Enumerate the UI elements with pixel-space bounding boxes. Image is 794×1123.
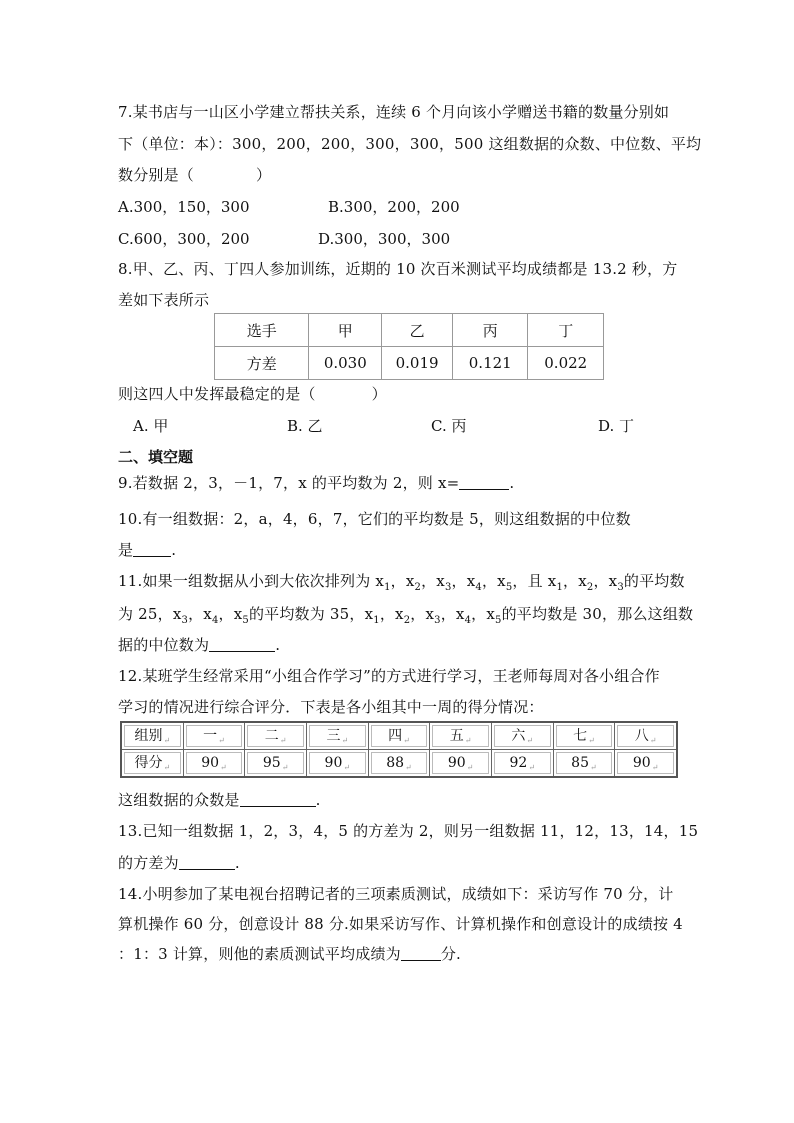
table-cell: $88_↵$ <box>368 750 430 778</box>
q12-line-2: 学习的情况进行综合评分．下表是各小组其中一周的得分情况： <box>118 698 544 716</box>
q7-option-b: B.300，200，200 <box>328 198 460 216</box>
q7-option-d: D.300，300，300 <box>318 230 451 248</box>
q11-period: . <box>275 636 281 654</box>
q10-line-2-text: 是 <box>118 541 134 559</box>
table-cell: 选手 <box>215 314 309 347</box>
q8-line-1: 8.甲、乙、丙、丁四人参加训练，近期的 10 次百米测试平均成绩都是 13.2 秒，方 <box>118 260 678 278</box>
table-cell: 二$_↵$ <box>245 722 307 750</box>
q8-question <box>118 383 387 404</box>
table-cell: 乙 <box>382 314 453 347</box>
q8-option-d: D. 丁 <box>598 417 635 435</box>
q14-line-3-text: ：1：3 计算，则他的素质测试平均成绩为 <box>118 945 401 963</box>
q9-answer-blank[interactable] <box>459 475 509 490</box>
q13-answer-blank[interactable] <box>179 855 235 870</box>
q11-line-3 <box>118 634 280 655</box>
q14-unit: 分. <box>440 945 462 963</box>
q12-table-header-row <box>121 722 677 750</box>
table-cell: 五$_↵$ <box>430 722 492 750</box>
q8-table-header-row <box>215 314 604 347</box>
q9-text: 9.若数据 2，3，－1，7，x 的平均数为 2，则 x= <box>118 474 460 492</box>
table-cell: $90_↵$ <box>306 750 368 778</box>
q14-line-3 <box>118 943 461 964</box>
table-cell: 0.022 <box>528 347 604 380</box>
q11-line-1: 11.如果一组数据从小到大依次排列为 $x_1$，$x_2$，$x_3$，$x_4$，$x_5$，且 $x_1$，$x_2$，$x_3$的平均数 <box>118 572 685 593</box>
q8-option-a: A. 甲 <box>133 417 169 435</box>
table-cell: 甲 <box>309 314 382 347</box>
q14-line-1: 14.小明参加了某电视台招聘记者的三项素质测试，成绩如下：采访写作 70 分，计 <box>118 885 674 903</box>
table-cell: 三$_↵$ <box>306 722 368 750</box>
q14-line-2: 算机操作 60 分，创意设计 88 分.如果采访写作、计算机操作和创意设计的成绩按 4 <box>118 915 683 933</box>
table-cell: 七$_↵$ <box>553 722 615 750</box>
q8-variance-table <box>214 313 604 380</box>
q11-line-2: 为 25，$x_3$，$x_4$，$x_5$的平均数为 35，$x_1$，$x_2$，$x_3$，$x_4$，$x_5$的平均数是 30，那么这组数 <box>118 605 694 626</box>
q12-answer-blank[interactable] <box>240 792 316 807</box>
q8-option-c: C. 丙 <box>431 417 467 435</box>
table-cell: 一$_↵$ <box>183 722 245 750</box>
q12-score-table <box>120 721 678 778</box>
q7-close-paren: ） <box>256 166 272 184</box>
table-cell: $92_↵$ <box>491 750 553 778</box>
q12-table-data-row <box>121 750 677 778</box>
table-cell: 组别$_↵$ <box>121 722 183 750</box>
table-cell: $85_↵$ <box>553 750 615 778</box>
q11-line-2-text: 为 25，x <box>118 605 182 623</box>
q12-line-1: 12.某班学生经常采用“小组合作学习”的方式进行学习，王老师每周对各小组合作 <box>118 667 660 685</box>
table-cell: $95_↵$ <box>245 750 307 778</box>
table-cell: $90_↵$ <box>615 750 677 778</box>
q11-line-3-text: 据的中位数为 <box>118 636 210 654</box>
q7-line-1: 7.某书店与一山区小学建立帮扶关系，连续 6 个月向该小学赠送书籍的数量分别如 <box>118 103 670 121</box>
q12-period: . <box>315 791 321 809</box>
q13-line-2 <box>118 852 240 873</box>
q7-line-3-text: 数分别是（ <box>118 166 195 184</box>
table-cell: $90_↵$ <box>183 750 245 778</box>
q13-line-2-text: 的方差为 <box>118 854 179 872</box>
table-cell: 得分$_↵$ <box>121 750 183 778</box>
table-cell: 丁 <box>528 314 604 347</box>
q10-line-2 <box>118 539 176 560</box>
q9-line <box>118 472 514 493</box>
q7-line-3 <box>118 164 271 185</box>
q13-period: . <box>234 854 240 872</box>
q8-question-text: 则这四人中发挥最稳定的是（ <box>118 385 316 403</box>
q12-line-3 <box>118 789 321 810</box>
q9-period: . <box>509 474 515 492</box>
q7-option-c: C.600，300，200 <box>118 230 250 248</box>
section-heading-fill-in: 二、填空题 <box>118 448 194 466</box>
q8-option-b: B. 乙 <box>287 417 323 435</box>
q8-close-paren: ） <box>371 385 387 403</box>
table-cell: 0.121 <box>453 347 528 380</box>
q13-line-1: 13.已知一组数据 1，2，3，4，5 的方差为 2，则另一组数据 11，12，13，14，15 <box>118 822 699 840</box>
q10-period: . <box>171 541 177 559</box>
q11-line-1-text: 11.如果一组数据从小到大依次排列为 x <box>118 572 385 590</box>
q8-table-data-row <box>215 347 604 380</box>
q10-line-1: 10.有一组数据：2，a，4，6，7，它们的平均数是 5，则这组数据的中位数 <box>118 510 631 528</box>
q11-answer-blank[interactable] <box>209 637 275 652</box>
table-cell: 八$_↵$ <box>615 722 677 750</box>
table-cell: 六$_↵$ <box>491 722 553 750</box>
q14-answer-blank[interactable] <box>401 946 441 961</box>
table-cell: 0.030 <box>309 347 382 380</box>
q7-option-a: A.300，150，300 <box>118 198 250 216</box>
table-cell: 0.019 <box>382 347 453 380</box>
q12-line-3-text: 这组数据的众数是 <box>118 791 240 809</box>
q8-line-2: 差如下表所示 <box>118 291 210 309</box>
table-cell: $90_↵$ <box>430 750 492 778</box>
q10-answer-blank[interactable] <box>133 542 171 557</box>
table-cell: 四$_↵$ <box>368 722 430 750</box>
table-cell: 丙 <box>453 314 528 347</box>
table-cell: 方差 <box>215 347 309 380</box>
q7-line-2: 下（单位：本）：300，200，200，300，300，500 这组数据的众数、中位数、平均 <box>118 135 702 153</box>
